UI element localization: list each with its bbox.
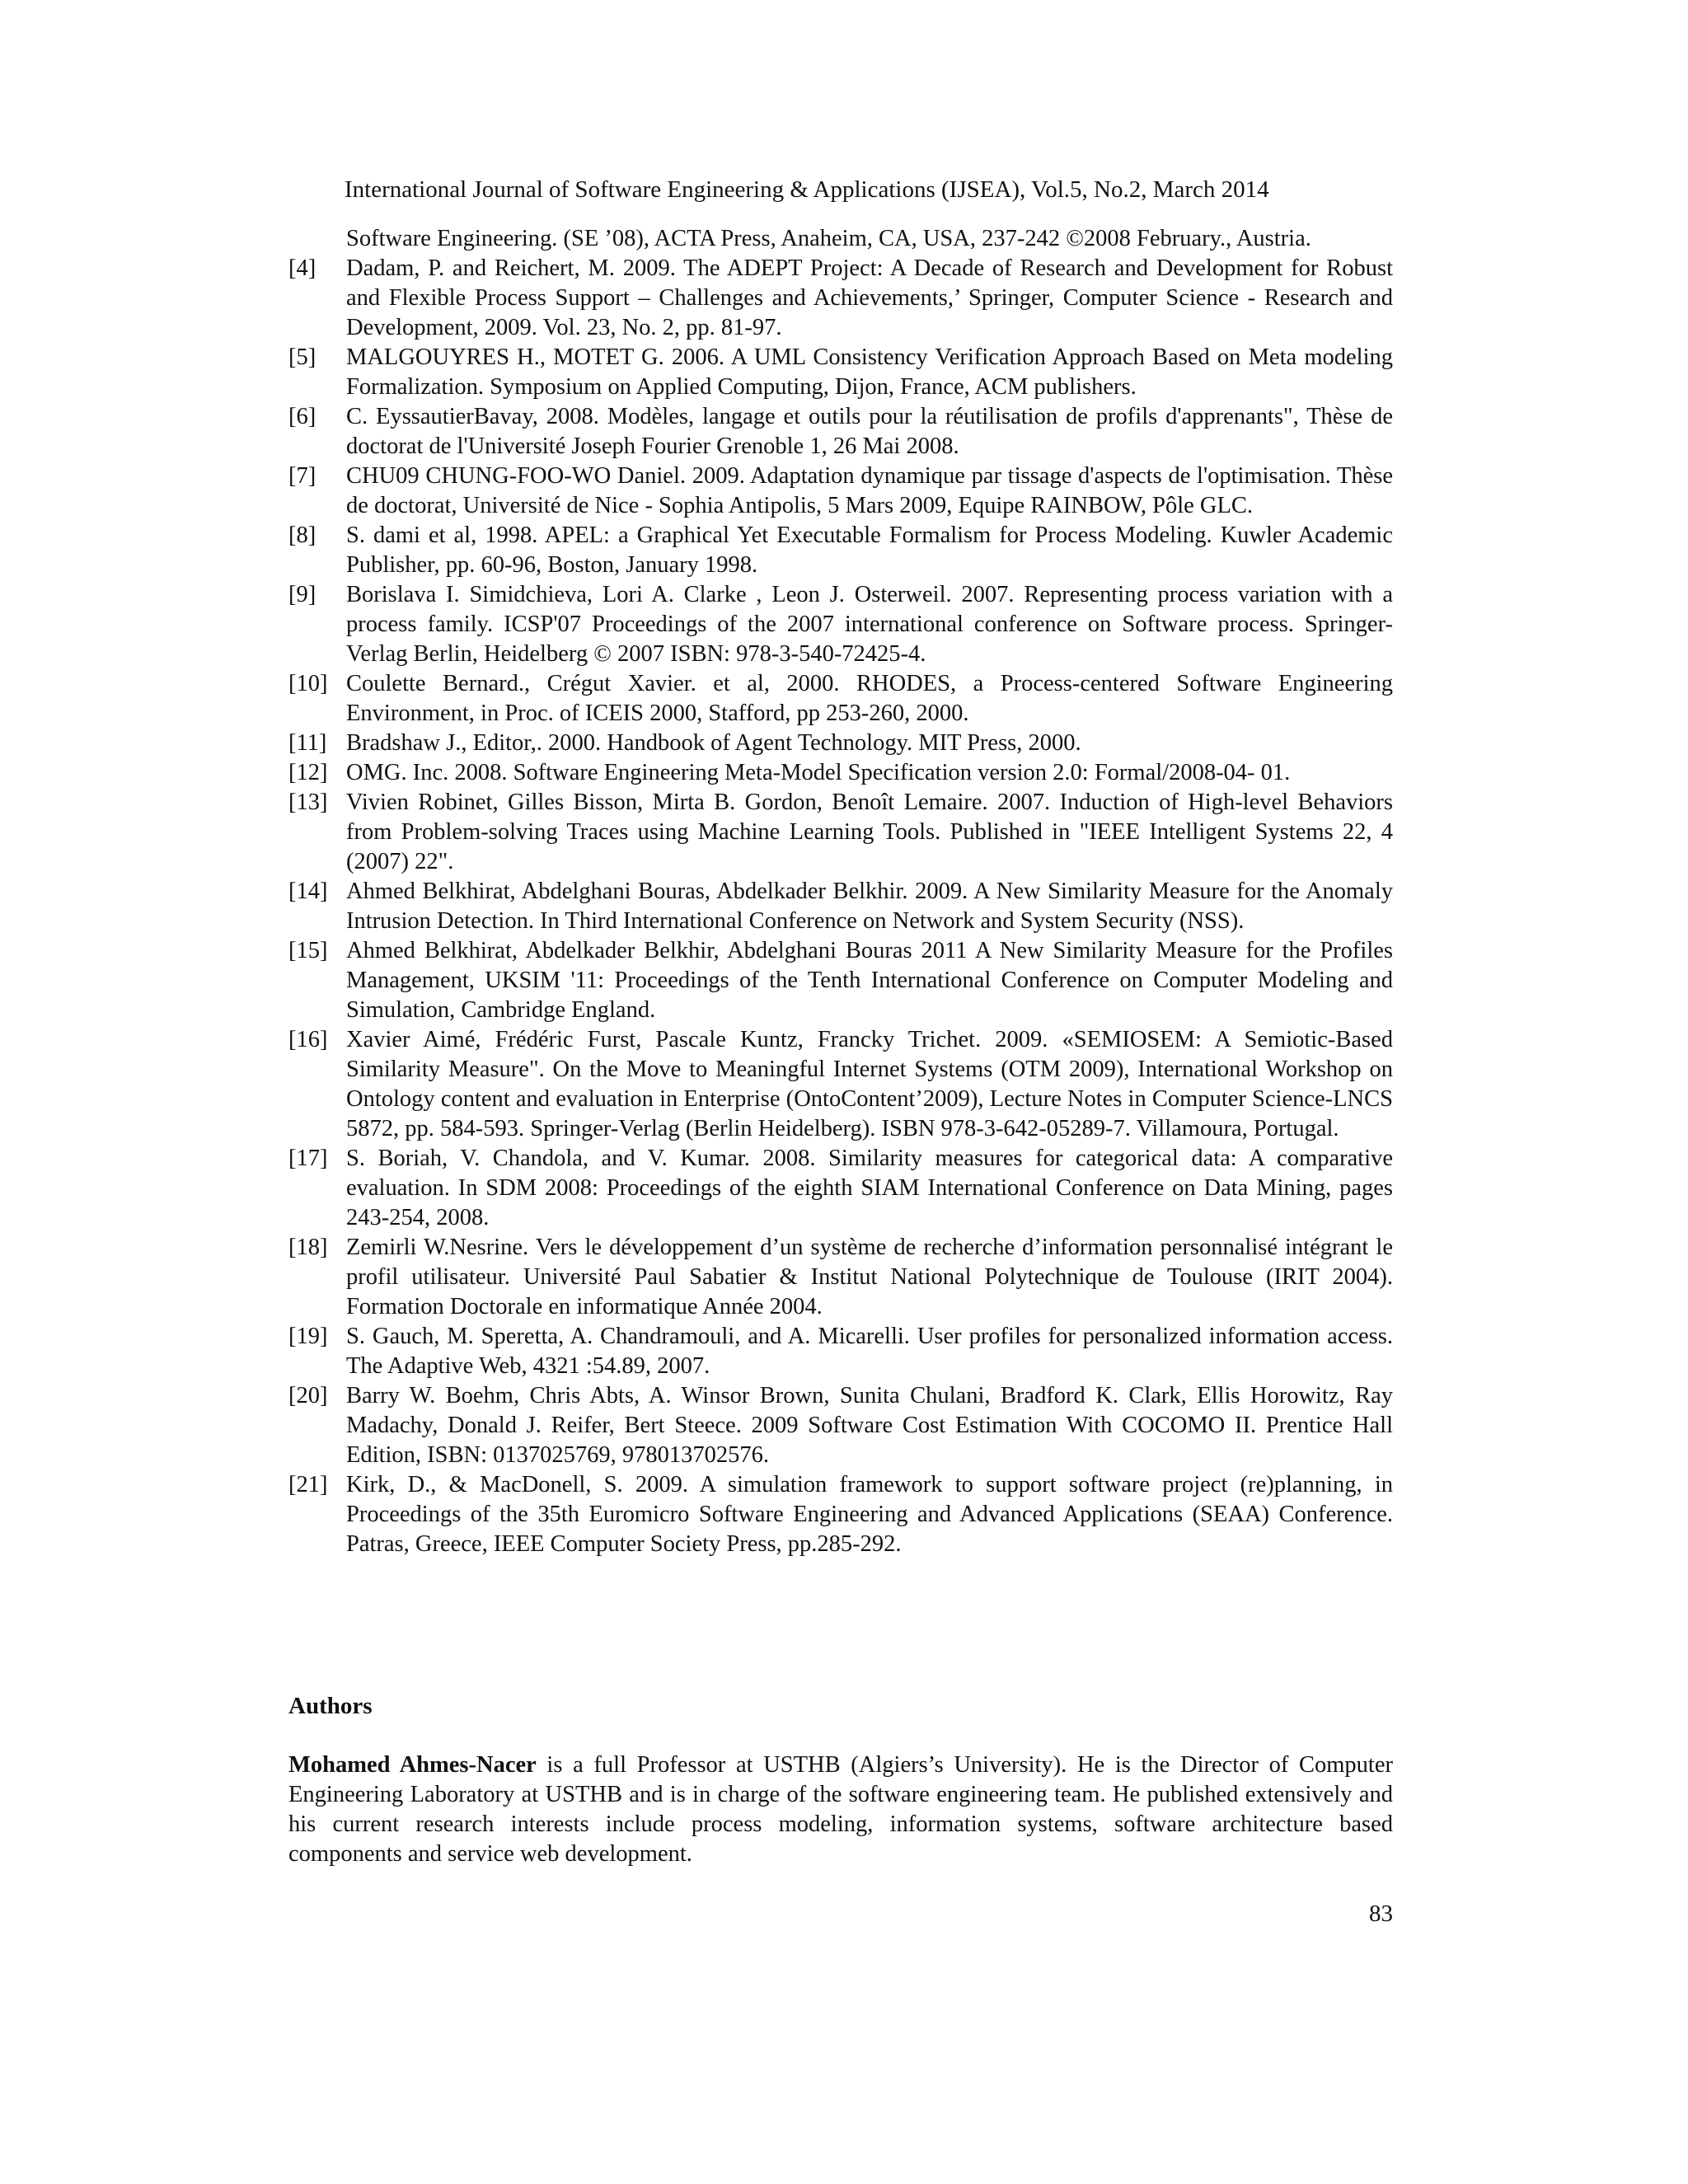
reference-text: Ahmed Belkhirat, Abdelkader Belkhir, Abdelghani Bouras 2011 A New Similarity Measure for the Profiles Management, UKSIM '11: Proceedings of the Tenth International Conference on Computer Modeling and Simulation, Cambridge England.: [346, 938, 1393, 1023]
reference-item: [288, 402, 1393, 462]
reference-item: [288, 788, 1393, 877]
reference-number: [4]: [288, 255, 316, 281]
reference-item: [288, 936, 1393, 1025]
reference-number: [18]: [288, 1235, 328, 1260]
reference-text: Barry W. Boehm, Chris Abts, A. Winsor Brown, Sunita Chulani, Bradford K. Clark, Ellis Horowitz, Ray Madachy, Donald J. Reifer, Bert Steece. 2009 Software Cost Estimation With COCOMO II. Prentice Hall Edition, ISBN: 0137025769, 978013702576.: [346, 1383, 1393, 1468]
reference-number: [20]: [288, 1383, 328, 1408]
reference-text: MALGOUYRES H., MOTET G. 2006. A UML Consistency Verification Approach Based on Meta modeling Formalization. Symposium on Applied Computing, Dijon, France, ACM publishers.: [346, 344, 1393, 400]
reference-number: [21]: [288, 1472, 328, 1497]
reference-number: [5]: [288, 344, 316, 370]
authors-heading: Authors: [288, 1693, 373, 1719]
reference-number: [14]: [288, 879, 328, 904]
reference-number: [8]: [288, 523, 316, 548]
reference-item: [288, 462, 1393, 521]
reference-text: CHU09 CHUNG-FOO-WO Daniel. 2009. Adaptation dynamique par tissage d'aspects de l'optimisation. Thèse de doctorat, Université de Nice - Sophia Antipolis, 5 Mars 2009, Equipe RAINBOW, Pôle GLC.: [346, 463, 1393, 518]
reference-number: [10]: [288, 671, 328, 696]
reference-text: Software Engineering. (SE ’08), ACTA Press, Anaheim, CA, USA, 237-242 ©2008 February., Austria.: [346, 226, 1311, 251]
author-bio: [288, 1750, 1393, 1869]
reference-text: Ahmed Belkhirat, Abdelghani Bouras, Abdelkader Belkhir. 2009. A New Similarity Measure for the Anomaly Intrusion Detection. In Third International Conference on Network and System Security (NSS).: [346, 879, 1393, 934]
reference-item: [288, 669, 1393, 729]
reference-item: [288, 521, 1393, 580]
reference-item: [288, 224, 1393, 254]
reference-text: Dadam, P. and Reichert, M. 2009. The ADEPT Project: A Decade of Research and Development for Robust and Flexible Process Support – Challenges and Achievements,’ Springer, Computer Science - Research and Development, 2009. Vol. 23, No. 2, pp. 81-97.: [346, 255, 1393, 340]
reference-item: [288, 1470, 1393, 1559]
reference-text: S. Gauch, M. Speretta, A. Chandramouli, and A. Micarelli. User profiles for personalized information access. The Adaptive Web, 4321 :54.89, 2007.: [346, 1324, 1393, 1379]
reference-text: OMG. Inc. 2008. Software Engineering Meta-Model Specification version 2.0: Formal/2008-04- 01.: [346, 760, 1291, 785]
reference-item: [288, 1233, 1393, 1322]
reference-number: [17]: [288, 1146, 328, 1171]
reference-text: S. dami et al, 1998. APEL: a Graphical Yet Executable Formalism for Process Modeling. Kuwler Academic Publisher, pp. 60-96, Boston, January 1998.: [346, 523, 1393, 578]
reference-text: Coulette Bernard., Crégut Xavier. et al, 2000. RHODES, a Process-centered Software Engineering Environment, in Proc. of ICEIS 2000, Stafford, pp 253-260, 2000.: [346, 671, 1393, 726]
reference-number: [9]: [288, 582, 316, 607]
reference-text: C. EyssautierBavay, 2008. Modèles, langage et outils pour la réutilisation de profils d'apprenants", Thèse de doctorat de l'Université Joseph Fourier Grenoble 1, 26 Mai 2008.: [346, 404, 1393, 459]
reference-number: [15]: [288, 938, 328, 963]
reference-number: [13]: [288, 790, 328, 815]
reference-text: Zemirli W.Nesrine. Vers le développement d’un système de recherche d’information personnalisé intégrant le profil utilisateur. Université Paul Sabatier & Institut National Polytechnique de Toulouse (IRIT 2004). Formation Doctorale en informatique Année 2004.: [346, 1235, 1393, 1319]
reference-text: Vivien Robinet, Gilles Bisson, Mirta B. Gordon, Benoît Lemaire. 2007. Induction of High-level Behaviors from Problem-solving Traces using Machine Learning Tools. Published in "IEEE Intelligent Systems 22, 4 (2007) 22".: [346, 790, 1393, 874]
reference-text: Borislava I. Simidchieva, Lori A. Clarke , Leon J. Osterweil. 2007. Representing process variation with a process family. ICSP'07 Proceedings of the 2007 international conference on Software process. Springer-Verlag Berlin, Heidelberg © 2007 ISBN: 978-3-540-72425-4.: [346, 582, 1393, 667]
reference-item: [288, 877, 1393, 936]
reference-text: Xavier Aimé, Frédéric Furst, Pascale Kuntz, Francky Trichet. 2009. «SEMIOSEM: A Semiotic-Based Similarity Measure". On the Move to Meaningful Internet Systems (OTM 2009), International Workshop on Ontology content and evaluation in Enterprise (OntoContent’2009), Lecture Notes in Computer Science-LNCS 5872, pp. 584-593. Springer-Verlag (Berlin Heidelberg). ISBN 978-3-642-05289-7. Villamoura, Portugal.: [346, 1027, 1393, 1141]
reference-text: Kirk, D., & MacDonell, S. 2009. A simulation framework to support software project (re)planning, in Proceedings of the 35th Euromicro Software Engineering and Advanced Applications (SEAA) Conference. Patras, Greece, IEEE Computer Society Press, pp.285-292.: [346, 1472, 1393, 1557]
reference-item: [288, 758, 1393, 788]
reference-item: [288, 254, 1393, 343]
reference-number: [16]: [288, 1027, 328, 1052]
reference-text: S. Boriah, V. Chandola, and V. Kumar. 2008. Similarity measures for categorical data: A comparative evaluation. In SDM 2008: Proceedings of the eighth SIAM International Conference on Data Mining, pages 243-254, 2008.: [346, 1146, 1393, 1230]
reference-number: [11]: [288, 730, 327, 756]
page-number: 83: [1369, 1900, 1393, 1927]
reference-text: Bradshaw J., Editor,. 2000. Handbook of Agent Technology. MIT Press, 2000.: [346, 730, 1081, 756]
reference-item: [288, 1322, 1393, 1381]
author-bio-text: is a full Professor at USTHB (Algiers’s University). He is the Director of Computer Engineering Laboratory at USTHB and is in charge of the software engineering team. He published extensively and his current research interests include process modeling, information systems, software architecture based components and service web development.: [288, 1752, 1393, 1867]
running-header: International Journal of Software Engineering & Applications (IJSEA), Vol.5, No.2, March 2014: [345, 176, 1269, 203]
reference-item: [288, 729, 1393, 758]
author-name: Mohamed Ahmes-Nacer: [288, 1752, 537, 1778]
reference-item: [288, 1381, 1393, 1470]
reference-number: [12]: [288, 760, 328, 785]
reference-item: [288, 343, 1393, 402]
reference-item: [288, 580, 1393, 669]
reference-item: [288, 1144, 1393, 1233]
reference-item: [288, 1025, 1393, 1144]
reference-number: [19]: [288, 1324, 328, 1349]
reference-number: [7]: [288, 463, 316, 489]
reference-list: [288, 224, 1393, 1559]
reference-number: [6]: [288, 404, 316, 429]
